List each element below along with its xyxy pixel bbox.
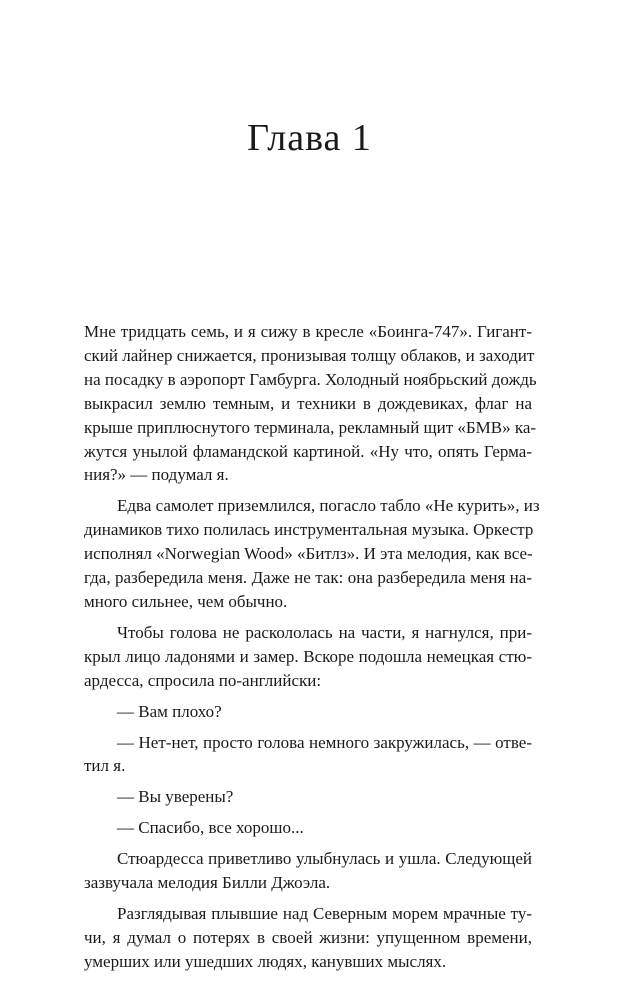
text-line: умерших или ушедших людях, канувших мыслях. [84, 951, 447, 971]
text-line: Мне тридцать семь, и я сижу в кресле «Боинга-747». Гигант- [84, 322, 532, 341]
text-line: крыше приплюснутого терминала, рекламный щит «БМВ» ка- [84, 417, 537, 437]
text-line: крыл лицо ладонями и замер. Вскоре подошла немецкая стю- [84, 646, 532, 666]
dialogue-line: тил я. [84, 756, 126, 776]
text-line: гда, разбередила меня. Даже не так: она разбередила меня на- [84, 568, 532, 588]
dialogue-line: — Спасибо, все хорошо... [117, 818, 304, 838]
text-line: Чтобы голова не раскололась на части, я нагнулся, при- [117, 622, 532, 642]
dialogue-line: — Нет-нет, просто голова немного закружилась, — отве- [117, 732, 532, 752]
text-line: ардесса, спросила по-английски: [84, 670, 322, 690]
text-line: исполнял «Norwegian Wood» «Битлз». И эта мелодия, как все- [84, 544, 533, 564]
text-line: динамиков тихо полилась инструментальная музыка. Оркестр [84, 520, 534, 540]
text-line: Стюардесса приветливо улыбнулась и ушла. Следующей [117, 849, 532, 869]
chapter-title: Глава 1 [247, 117, 372, 159]
text-line: ский лайнер снижается, пронизывая толщу облаков, и заходит [84, 345, 535, 365]
text-line: Разглядывая плывшие над Северным морем мрачные ту- [117, 903, 532, 923]
dialogue-line: — Вы уверены? [117, 787, 234, 807]
text-line: Едва самолет приземлился, погасло табло «Не курить», из [117, 496, 540, 516]
text-line: чи, я думал о потерях в своей жизни: упущенном времени, [84, 927, 532, 947]
text-line: на посадку в аэропорт Гамбурга. Холодный ноябрьский дождь [84, 369, 537, 389]
dialogue-line: — Вам плохо? [117, 701, 222, 721]
text-line: выкрасил землю темным, и техники в дождевиках, флаг на [84, 393, 532, 413]
body-text [84, 320, 540, 974]
text-line: зазвучала мелодия Билли Джоэла. [84, 873, 331, 893]
text-line: жутся унылой фламандской картиной. «Ну что, опять Герма- [84, 441, 532, 461]
text-line: много сильнее, чем обычно. [84, 591, 288, 611]
text-line: ния?» — подумал я. [84, 465, 229, 485]
